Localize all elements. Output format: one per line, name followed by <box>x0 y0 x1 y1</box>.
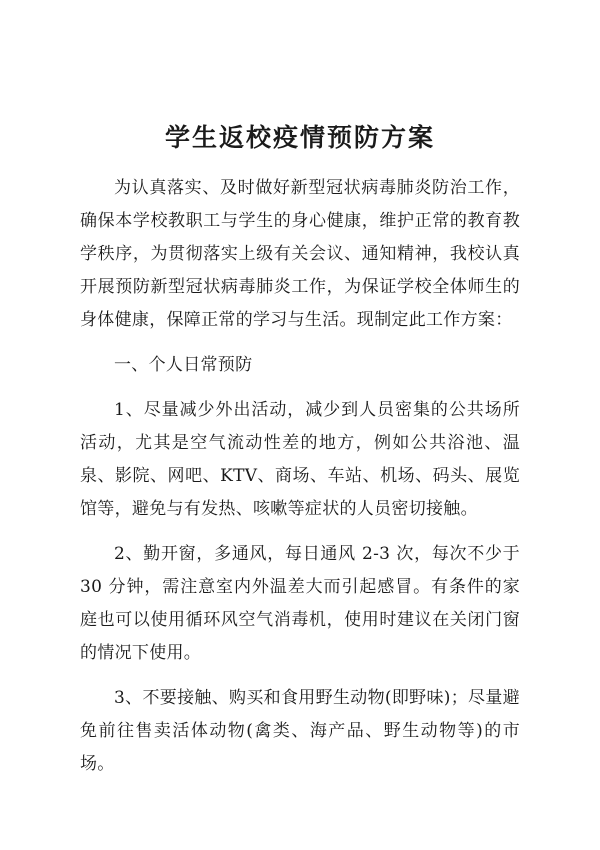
intro-paragraph: 为认真落实、及时做好新型冠状病毒肺炎防治工作，确保本学校教职工与学生的身心健康，维护正常的教育教学秩序，为贯彻落实上级有关会议、通知精神，我校认真开展预防新型冠状病毒肺炎工作，为保证学校全体师生的身体健康，保障正常的学习与生活。现制定此工作方案： <box>80 178 520 330</box>
section-heading: 一、个人日常预防 <box>114 355 253 375</box>
document-title: 学生返校疫情预防方案 <box>164 123 435 152</box>
document-body <box>80 172 520 781</box>
list-item-3: 3、不要接触、购买和食用野生动物(即野味)；尽量避免前往售卖活体动物(禽类、海产品、野生动物等)的市场。 <box>80 688 520 774</box>
list-item-2: 2、勤开窗，多通风，每日通风 2-3 次，每次不少于 30 分钟，需注意室内外温差大而引起感冒。有条件的家庭也可以使用循环风空气消毒机，使用时建议在关闭门窗的情况下使用。 <box>80 544 520 663</box>
list-item-1: 1、尽量减少外出活动，减少到人员密集的公共场所活动，尤其是空气流动性差的地方，例如公共浴池、温泉、影院、网吧、KTV、商场、车站、机场、码头、展览馆等，避免与有发热、咳嗽等症状的人员密切接触。 <box>80 400 520 519</box>
